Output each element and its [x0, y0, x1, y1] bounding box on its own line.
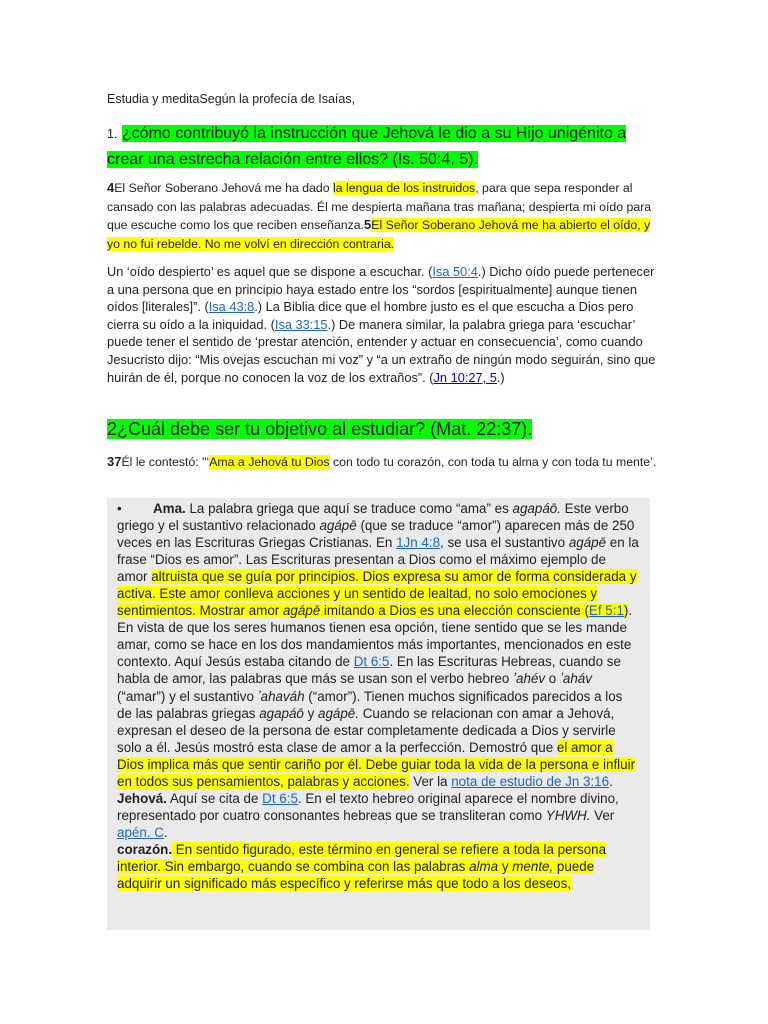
text: (“amar”) y el sustantivo	[117, 688, 258, 704]
highlight: mente,	[512, 858, 554, 874]
text: (que se traduce “amor”) aparecen más de 250 veces en las Escrituras Griegas Cristianas. En	[117, 518, 635, 551]
text: . En el texto hebreo original aparece el nombre divino, representado por cuatro consonantes hebreas que se transliteran como	[117, 790, 619, 823]
text: .	[609, 773, 613, 789]
greek-term: agápē	[568, 535, 607, 551]
text: en la frase “Dios es amor”. Las Escrituras presentan a Dios como el máximo ejemplo de amor	[117, 535, 639, 585]
highlight: el amor a Dios implica más que sentir cariño por él. Debe guiar toda la vida de la persona e influir en todos sus pensamientos, palabras y acciones.	[117, 739, 636, 789]
highlight: Ama a Jehová tu Dios	[209, 455, 330, 469]
highlight: y	[498, 858, 513, 874]
greek-term: agápē.	[318, 705, 359, 721]
text: Un ‘oído despierto’ es aquel que se dispone a escuchar. (	[107, 264, 433, 279]
study-notes-box	[107, 498, 650, 930]
link-isa-33-15[interactable]: Isa 33:15	[274, 316, 328, 332]
intro-line: Estudia y meditaSegún la profecía de Isaías,	[107, 92, 356, 106]
text: .	[163, 824, 168, 840]
text: (“amor”). Tienen muchos significados parecidos a los de las palabras griegas	[117, 688, 623, 721]
hebrew-term: ʼahév	[513, 671, 546, 687]
verse-text: El Señor Soberano Jehová me ha dado	[114, 181, 333, 195]
text: Este verbo griego y el sustantivo relacionado	[117, 501, 629, 534]
link-isa-43-8[interactable]: Isa 43:8	[208, 299, 255, 315]
study-notes-text	[107, 498, 650, 892]
highlight: la lengua de los instruidos	[333, 181, 476, 195]
text: Ver la	[409, 773, 452, 789]
link-dt-6-5[interactable]: Dt 6:5	[353, 654, 390, 670]
text: . En vista de que los seres humanos tienen esa opción, tiene sentido que se les mande amar, como se hace en los dos mandamientos más importantes, mencionados en este contexto. Aquí Jesús estaba citando de	[117, 603, 633, 670]
verse-text: Él le contestó: "‘	[121, 455, 210, 469]
highlight: puede adquirir un significado más específico y referirse más que todo a los deseos,	[117, 858, 595, 892]
text: .) De manera similar, la palabra griega para ‘escuchar’ puede tener el sentido de ‘prestar atención, entender y actuar en consecuencia’, como cuando Jesucristo dijo: “Mis ovejas escuchan mi voz” y “a un extraño de ningún modo seguirán, sino que huirán de él, porque no conocen la voz de los extraños”. (	[107, 316, 656, 385]
verse-matthew-22-37	[107, 453, 657, 472]
verse-number-5: 5	[364, 217, 372, 232]
text: .) La Biblia dice que el hombre justo es el que escucha a Dios pero cierra su oído a la iniquidad. (	[107, 299, 634, 332]
question-2-text: 2¿Cuál debe ser tu objetivo al estudiar? (Mat. 22:37).	[107, 419, 533, 439]
link-study-note-jn-3-16[interactable]: nota de estudio de Jn 3:16	[451, 773, 610, 789]
verse-text: , para que sepa responder al cansado con las palabras adecuadas. Él me despierta mañana tras mañana; despierta mi oído para que escuche como los que reciben enseñanza.	[107, 181, 652, 232]
text: Ver	[590, 807, 615, 823]
link-jn-10-27[interactable]: Jn 10:27, 5	[433, 369, 497, 385]
text: Aquí se cita de	[166, 790, 263, 806]
question-2	[107, 417, 532, 441]
greek-term: agápē	[319, 518, 357, 534]
link-ef-5-1[interactable]: Ef 5:1	[588, 603, 624, 619]
link-isa-50-4[interactable]: Isa 50:4	[432, 264, 478, 279]
question-1-number: 1.	[107, 127, 118, 141]
link-appendix-c[interactable]: apén. C	[117, 824, 164, 840]
hebrew-term: ʼahaváh	[257, 688, 305, 704]
question-1	[107, 121, 637, 172]
note-term-jehova: Jehová.	[117, 790, 167, 806]
verse-number-4: 4	[107, 180, 115, 195]
tetragrammaton: YHWH.	[545, 807, 591, 823]
verse-isaiah-50	[107, 179, 657, 253]
verse-text: con todo tu corazón, con toda tu alma y con toda tu mente’.	[329, 455, 657, 469]
highlight: )	[623, 603, 629, 619]
text: La palabra griega que aquí se traduce como “ama” es	[185, 501, 513, 516]
highlight: altruista que se guía por principios. Dios expresa su amor de forma considerada y activa. Este amor conlleva acciones y un sentido de lealtad, no solo emociones y sentimientos. Mostrar amor	[117, 569, 637, 619]
text: .) Dicho oído puede pertenecer a una persona que en principio haya estado entre los “sordos [espiritualmente] aunque tienen oídos [literales]”. (	[107, 264, 655, 315]
greek-term: agapáō	[259, 705, 304, 721]
highlight: alma	[469, 858, 499, 874]
question-1-text: ¿cómo contribuyó la instrucción que Jehová le dio a su Hijo unigénito a crear una estrecha relación entre ellos? (Is. 50:4, 5).	[107, 125, 627, 168]
note-term-corazon: corazón.	[117, 841, 173, 857]
bullet: •	[117, 501, 122, 516]
text: . En las Escrituras Hebreas, cuando se habla de amor, las palabras que más se usan son el verbo hebreo	[117, 654, 621, 687]
link-dt-6-5[interactable]: Dt 6:5	[262, 790, 298, 806]
text: , se usa el sustantivo	[440, 535, 569, 551]
highlight: agápē	[282, 603, 321, 619]
highlight: En sentido figurado, este término en general se refiere a toda la persona interior. Sin embargo, cuando se combina con las palabras	[117, 841, 607, 874]
explanation-paragraph	[107, 263, 657, 386]
link-1jn-4-8[interactable]: 1Jn 4:8	[396, 535, 441, 551]
note-term-ama: Ama.	[153, 501, 186, 516]
text: Cuando se relacionan con amar a Jehová, expresan el deseo de la persona de estar completamente dedicada a Dios y servirle solo a él. Jesús mostró esta clase de amor a la perfección. Demostró que	[117, 705, 616, 755]
text: y	[303, 705, 319, 721]
hebrew-term: ʼaháv	[559, 671, 592, 687]
text: o	[545, 671, 560, 687]
highlight: imitando a Dios es una elección consciente (	[320, 603, 589, 619]
highlight: El Señor Soberano Jehová me ha abierto el oído, y yo no fui rebelde. No me volví en dirección contraria.	[107, 218, 651, 251]
verse-number-37: 37	[107, 454, 122, 469]
text: .)	[496, 369, 505, 385]
greek-term: agapáō.	[512, 501, 561, 516]
